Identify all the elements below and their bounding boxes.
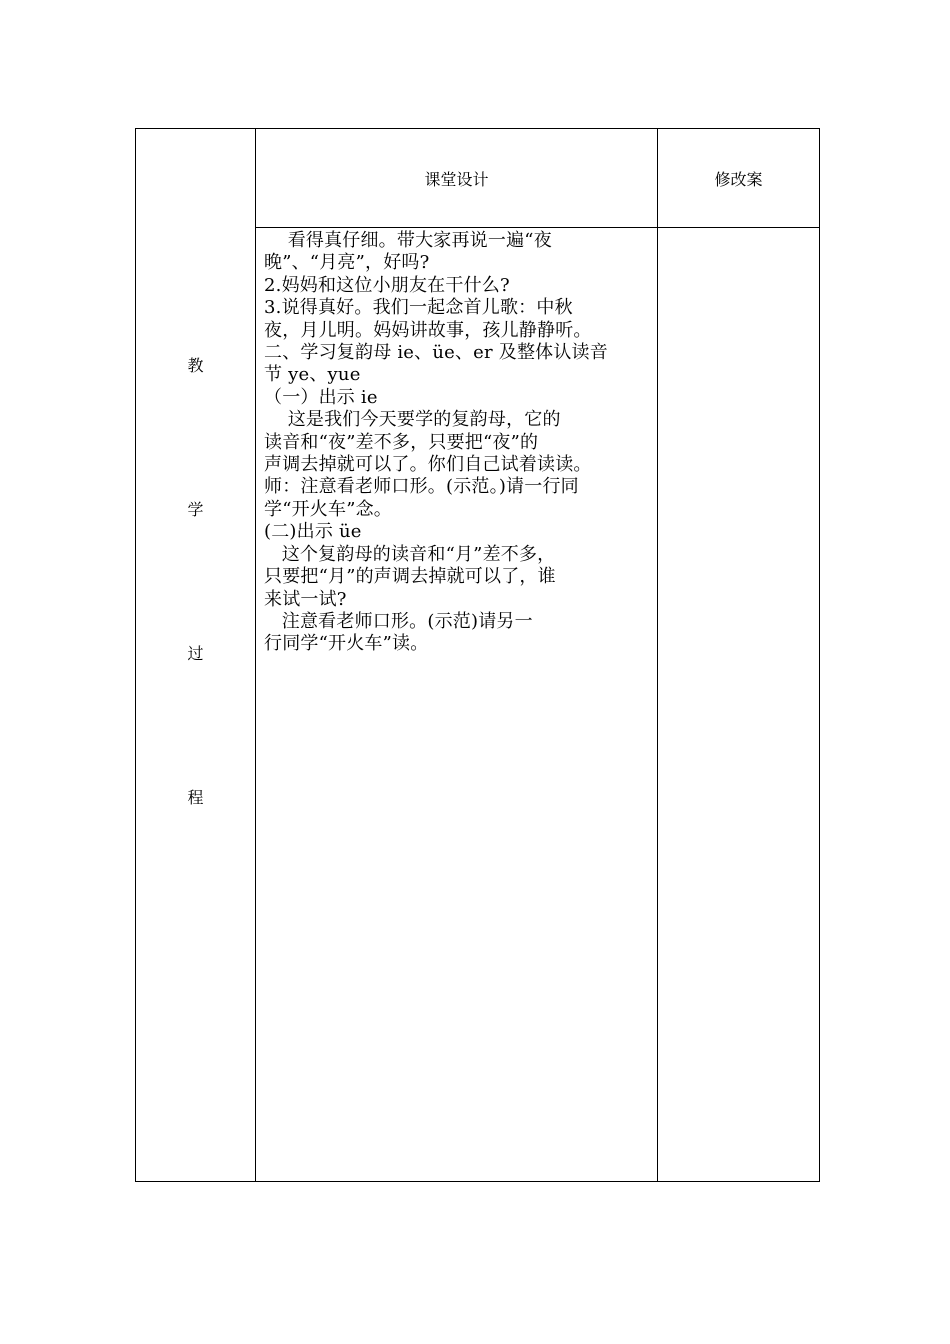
content-line: 夜，月儿明。妈妈讲故事，孩儿静静听。 xyxy=(264,319,592,341)
content-line: 这是我们今天要学的复韵母，它的 xyxy=(264,409,561,431)
content-line: 只要把“月”的声调去掉就可以了，谁 xyxy=(264,566,556,588)
header-revision-plan: 修改案 xyxy=(714,169,763,189)
content-line: 晚”、“月亮”，好吗? xyxy=(264,252,430,274)
content-line: (二)出示 üe xyxy=(264,521,362,543)
lesson-plan-table xyxy=(135,128,820,1182)
column-divider-2 xyxy=(657,129,658,1181)
content-line: 节 ye、yue xyxy=(264,364,361,386)
content-line: （一）出示 ie xyxy=(264,386,378,408)
content-line: 3.说得真好。我们一起念首儿歌：中秋 xyxy=(264,297,573,319)
header-row-divider xyxy=(255,227,819,228)
content-line: 读音和“夜”差不多，只要把“夜”的 xyxy=(264,431,539,453)
side-label-char-4: 程 xyxy=(187,788,204,807)
header-classroom-design: 课堂设计 xyxy=(424,169,489,189)
content-line: 行同学“开火车”读。 xyxy=(264,633,429,655)
content-line: 二、学习复韵母 ie、üe、er 及整体认读音 xyxy=(264,342,608,364)
content-line: 学“开火车”念。 xyxy=(264,498,393,520)
column-divider-1 xyxy=(255,129,256,1181)
side-label-char-1: 教 xyxy=(187,356,204,375)
content-line: 2.妈妈和这位小朋友在干什么? xyxy=(264,274,510,296)
content-line: 师：注意看老师口形。(示范。)请一行同 xyxy=(264,476,579,498)
side-label-char-2: 学 xyxy=(187,500,204,519)
content-line: 声调去掉就可以了。你们自己试着读读。 xyxy=(264,454,592,476)
content-line: 注意看老师口形。(示范)请另一 xyxy=(264,610,533,632)
side-label-char-3: 过 xyxy=(187,644,204,663)
content-line: 看得真仔细。带大家再说一遍“夜 xyxy=(264,230,552,251)
content-line: 这个复韵母的读音和“月”差不多， xyxy=(264,543,556,565)
classroom-design-content xyxy=(264,230,654,656)
content-line: 来试一试? xyxy=(264,588,347,610)
